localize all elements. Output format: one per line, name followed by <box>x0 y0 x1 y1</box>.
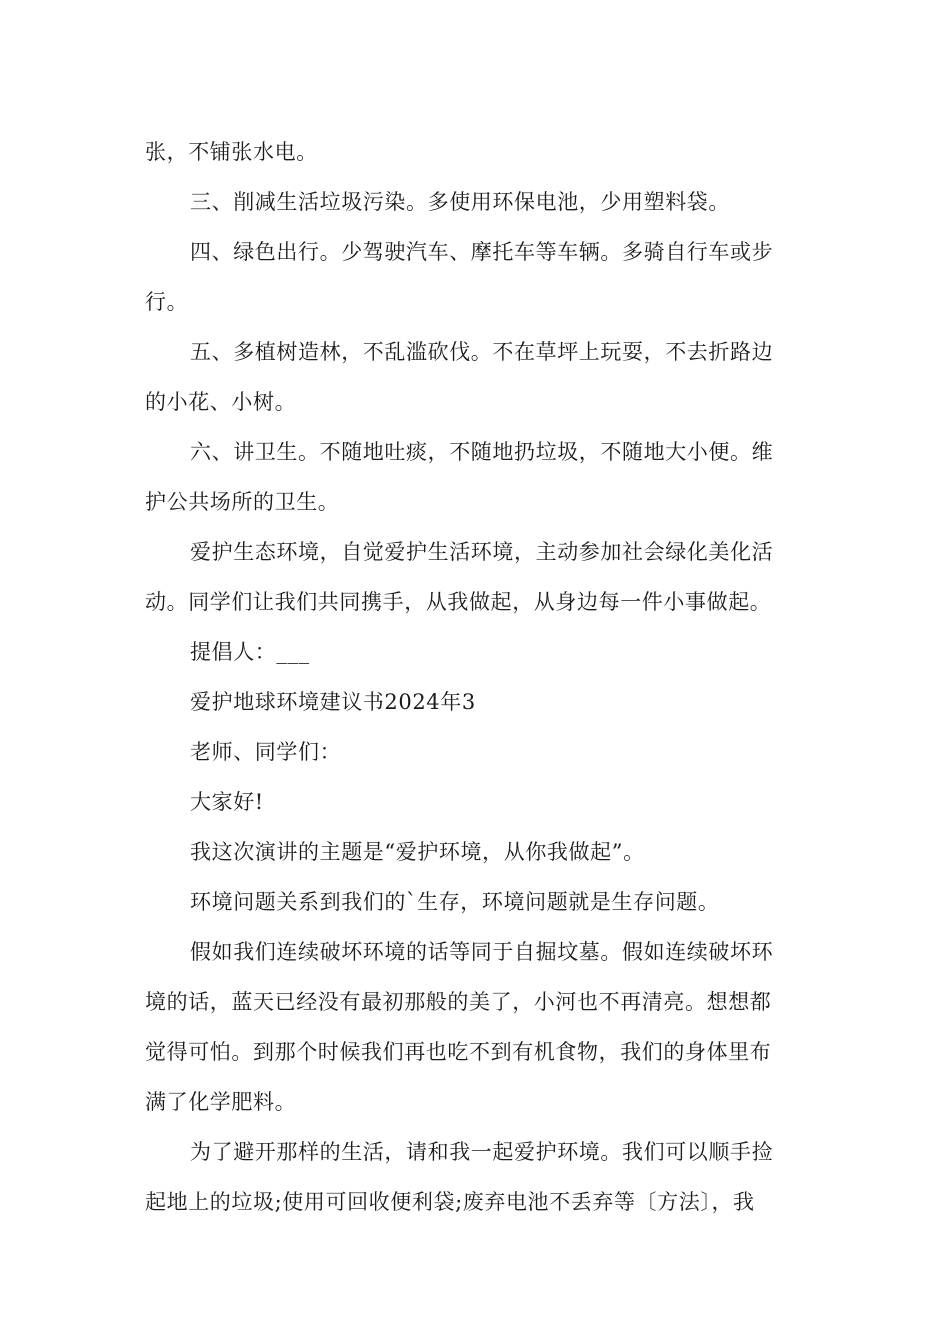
greeting: 大家好! <box>190 790 264 814</box>
paragraph-line: 觉得可怕。到那个时候我们再也吃不到有机食物，我们的身体里布 <box>145 1040 772 1064</box>
paragraph-line: 的小花、小树。 <box>145 390 297 414</box>
paragraph-line: 护公共场所的卫生。 <box>145 490 340 514</box>
paragraph-line: 六、讲卫生。不随地吐痰，不随地扔垃圾，不随地大小便。维 <box>190 440 774 464</box>
paragraph-line: 五、多植树造林，不乱滥砍伐。不在草坪上玩耍，不去折路边 <box>190 340 774 364</box>
paragraph-line: 起地上的垃圾;使用可回收便利袋;废弃电池不丢弃等〔方法〕，我 <box>145 1190 755 1214</box>
paragraph-line: 爱护生态环境，自觉爱护生活环境，主动参加社会绿化美化活 <box>190 540 774 564</box>
paragraph-line: 环境问题关系到我们的`生存，环境问题就是生存问题。 <box>190 890 720 914</box>
section-title: 爱护地球环境建议书2024年3 <box>190 690 476 714</box>
paragraph-line: 三、削减生活垃圾污染。多使用环保电池，少用塑料袋。 <box>190 190 730 214</box>
signature-line: 提倡人：___ <box>190 640 310 664</box>
paragraph-line: 我这次演讲的主题是“爱护环境，从你我做起”。 <box>190 840 645 864</box>
paragraph-line: 张，不铺张水电。 <box>145 140 318 164</box>
paragraph-line: 为了避开那样的生活，请和我一起爱护环境。我们可以顺手捡 <box>190 1140 774 1164</box>
paragraph-line: 动。同学们让我们共同携手，从我做起，从身边每一件小事做起。 <box>145 590 772 614</box>
salutation: 老师、同学们： <box>190 740 342 764</box>
paragraph-line: 满了化学肥料。 <box>145 1090 297 1114</box>
paragraph-line: 四、绿色出行。少驾驶汽车、摩托车等车辆。多骑自行车或步 <box>190 240 774 264</box>
paragraph-line: 境的话，蓝天已经没有最初那般的美了，小河也不再清亮。想想都 <box>145 990 772 1014</box>
paragraph-line: 假如我们连续破坏环境的话等同于自掘坟墓。假如连续破坏环 <box>190 940 774 964</box>
paragraph-line: 行。 <box>145 290 189 314</box>
